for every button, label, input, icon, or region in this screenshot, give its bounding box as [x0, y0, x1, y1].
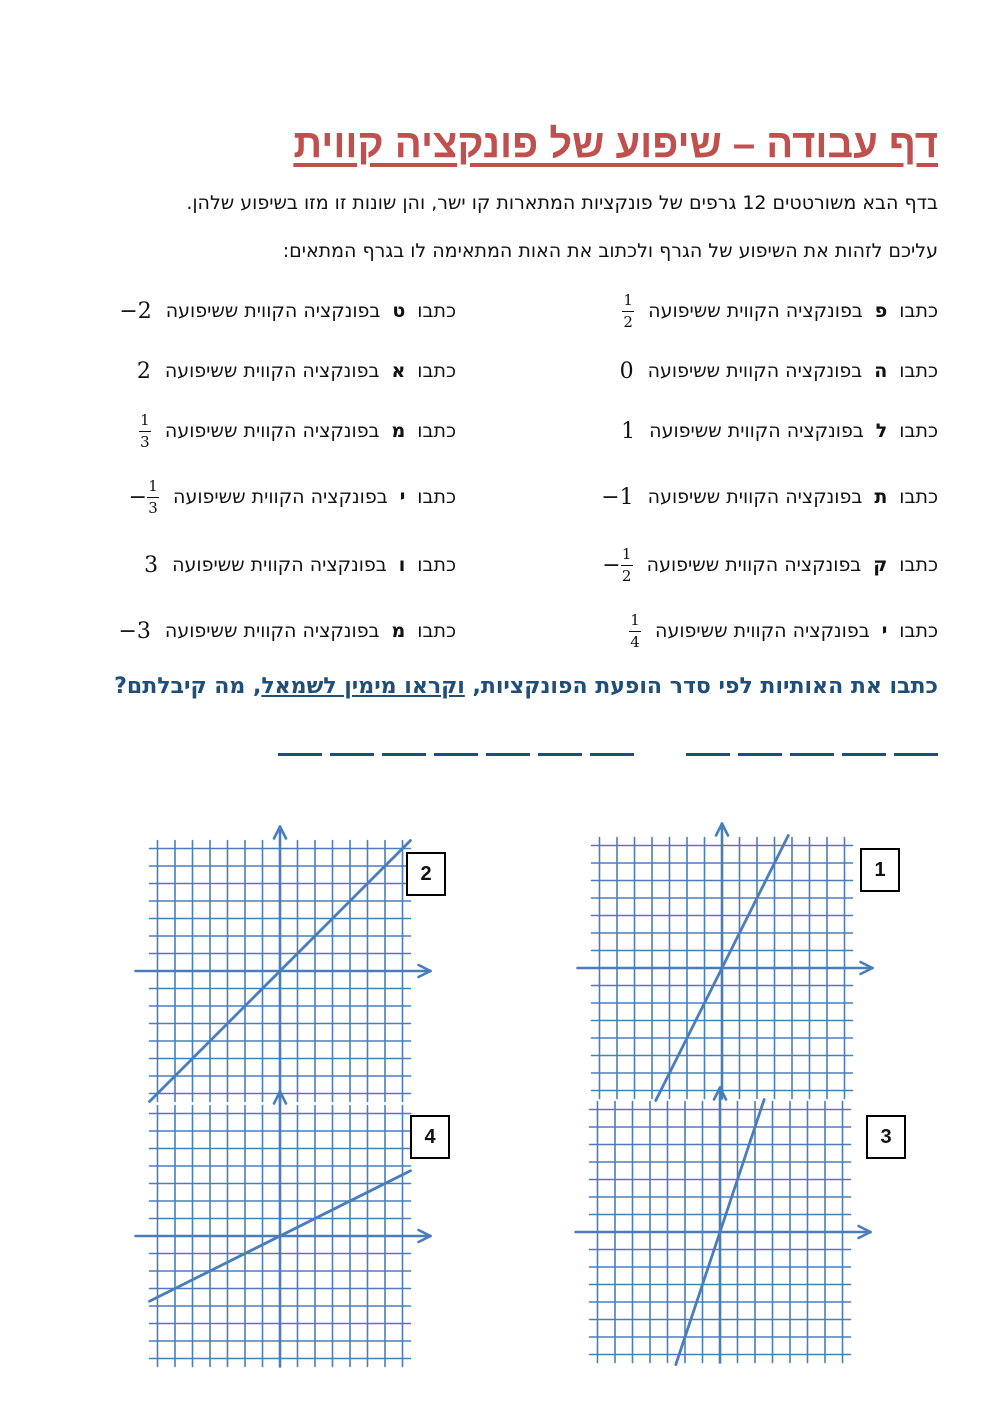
rule-letter: ט	[392, 300, 406, 322]
rule-prefix: כתבו	[899, 554, 938, 576]
slope-value: $\frac{1}{4}$	[630, 611, 640, 651]
rule-prefix: כתבו	[417, 300, 456, 322]
rule-text: בפונקציה הקווית ששיפועה	[649, 420, 864, 442]
rule-letter: מ	[391, 620, 406, 642]
slope-value: $\frac{1}{3}$	[140, 411, 150, 451]
rule-text: בפונקציה הקווית ששיפועה	[655, 620, 870, 642]
rule-text: בפונקציה הקווית ששיפועה	[646, 554, 862, 576]
slope-value: − 1	[601, 484, 634, 510]
intro-line-2: עליכם לזהות את השיפוע של הגרף ולכתוב את האות המתאימה לו בגרף המתאים:	[282, 240, 938, 262]
rule-prefix: כתבו	[417, 620, 456, 642]
rule-prefix: כתבו	[417, 420, 456, 442]
question-prompt: כתבו את האותיות לפי סדר הופעת הפונקציות, וקראו מימין לשמאל, מה קיבלתם?	[114, 674, 938, 699]
rule-prefix: כתבו	[899, 620, 938, 642]
rule-prefix: כתבו	[417, 554, 456, 576]
rule-letter: י	[399, 486, 406, 508]
rule-prefix: כתבו	[899, 486, 938, 508]
rule-letter: ה	[874, 360, 888, 382]
rule-text: בפונקציה הקווית ששיפועה	[164, 420, 380, 442]
rule-text: בפונקציה הקווית ששיפועה	[165, 300, 381, 322]
rule-text: בפונקציה הקווית ששיפועה	[173, 486, 388, 508]
slope-value: 1	[621, 418, 636, 444]
slope-value: $\frac{1}{2}$	[623, 291, 633, 331]
rule-letter: ת	[874, 486, 888, 508]
rule-text: בפונקציה הקווית ששיפועה	[648, 300, 863, 322]
rule-letter: ק	[873, 554, 888, 576]
rule-prefix: כתבו	[899, 420, 938, 442]
slope-value: − 3	[118, 618, 151, 644]
graph-number-box: 4	[410, 1115, 450, 1159]
rule-text: בפונקציה הקווית ששיפועה	[164, 360, 380, 382]
slope-value: 3	[144, 552, 159, 578]
rule-prefix: כתבו	[417, 486, 456, 508]
rule-letter: ו	[398, 554, 406, 576]
slope-value: − $\frac{1}{2}$	[602, 545, 632, 585]
slope-value: − $\frac{1}{3}$	[128, 477, 158, 517]
rule-prefix: כתבו	[899, 360, 938, 382]
slope-value: 2	[136, 358, 151, 384]
rule-letter: פ	[874, 300, 888, 322]
graph-number-box: 1	[860, 848, 900, 892]
worksheet-title: דף עבודה – שיפוע של פונקציה קווית	[293, 122, 938, 166]
rule-letter: ל	[875, 420, 888, 442]
graph-number-box: 2	[406, 852, 446, 896]
intro-line-1: בדף הבא משורטטים 12 גרפים של פונקציות המתארות קו ישר, והן שונות זו מזו בשיפוע שלהן.	[186, 192, 938, 214]
rule-letter: מ	[391, 420, 406, 442]
rule-text: בפונקציה הקווית ששיפועה	[647, 486, 863, 508]
graph-number-box: 3	[866, 1115, 906, 1159]
rule-text: בפונקציה הקווית ששיפועה	[172, 554, 387, 576]
rule-text: בפונקציה הקווית ששיפועה	[647, 360, 863, 382]
rule-prefix: כתבו	[899, 300, 938, 322]
rule-text: בפונקציה הקווית ששיפועה	[164, 620, 380, 642]
slope-value: − 2	[119, 298, 152, 324]
rule-letter: י	[881, 620, 888, 642]
rule-prefix: כתבו	[417, 360, 456, 382]
rule-letter: א	[391, 360, 406, 382]
slope-value: 0	[619, 358, 634, 384]
